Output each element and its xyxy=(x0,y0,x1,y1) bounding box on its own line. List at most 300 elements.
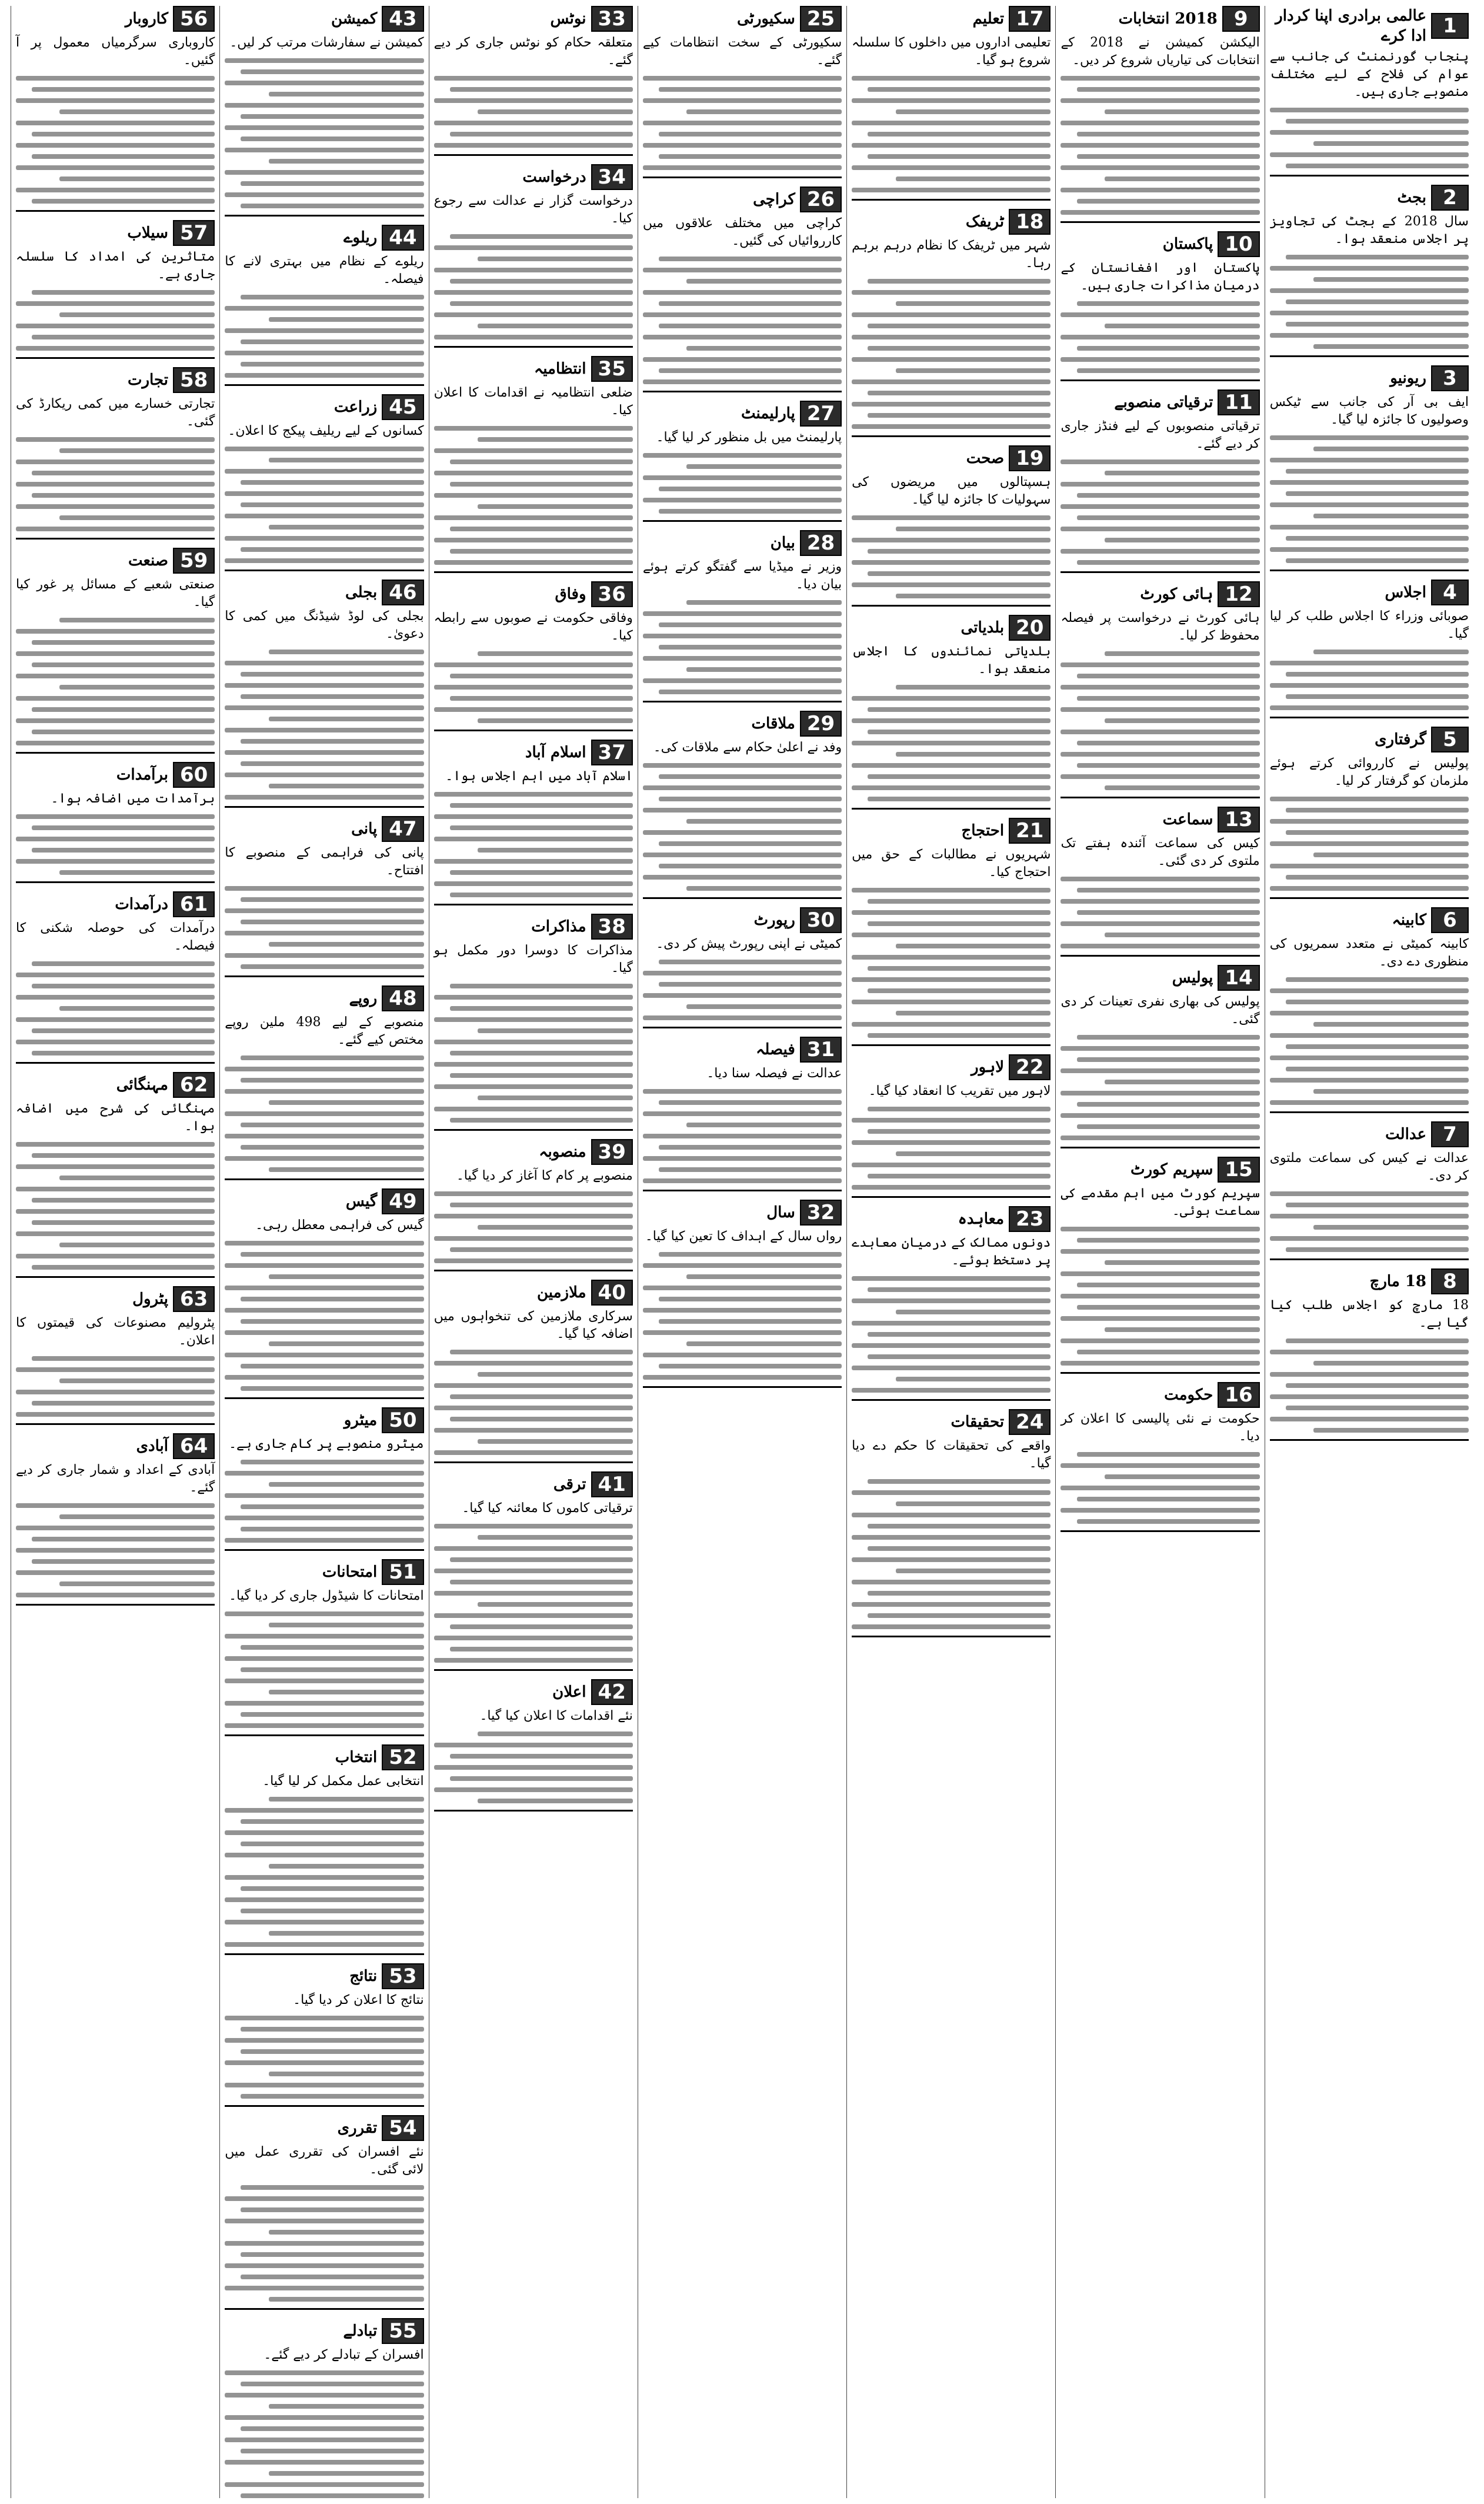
text-line-decor xyxy=(868,1524,1051,1529)
text-line-decor xyxy=(1270,130,1469,135)
text-line-decor xyxy=(1061,1227,1259,1231)
news-item-header xyxy=(852,1206,1051,1232)
text-line-decor xyxy=(32,640,215,645)
item-number-badge: 49 xyxy=(382,1188,423,1214)
text-line-decor xyxy=(852,290,1051,295)
text-line-decor xyxy=(450,674,633,678)
text-line-decor xyxy=(225,886,423,891)
news-column xyxy=(846,6,1055,2498)
text-line-decor xyxy=(450,825,633,830)
text-line-decor xyxy=(225,1808,423,1813)
item-headline: کراچی xyxy=(753,191,795,208)
text-line-decor xyxy=(868,707,1051,712)
text-line-decor xyxy=(1286,1000,1469,1004)
text-line-decor xyxy=(434,1591,633,1596)
item-number-badge: 30 xyxy=(800,907,842,933)
text-line-decor xyxy=(1061,98,1259,103)
text-line-decor xyxy=(434,1524,633,1529)
news-item-header xyxy=(852,445,1051,471)
text-line-decor xyxy=(241,2027,423,2032)
news-item xyxy=(852,818,1051,1046)
text-line-decor xyxy=(1077,1519,1260,1524)
text-line-decor xyxy=(241,502,423,507)
text-line-decor xyxy=(241,339,423,344)
news-item-header xyxy=(1061,389,1259,415)
text-line-decor xyxy=(1077,696,1260,701)
item-divider xyxy=(225,2308,423,2310)
text-line-decor xyxy=(450,1073,633,1078)
news-item-header xyxy=(852,818,1051,844)
text-line-decor xyxy=(478,109,633,114)
text-line-decor xyxy=(241,1145,423,1150)
text-line-decor xyxy=(434,493,633,498)
text-line-decor xyxy=(32,1401,215,1406)
text-line-decor xyxy=(1313,277,1469,282)
news-item xyxy=(225,6,423,217)
text-line-decor xyxy=(241,1252,423,1257)
text-line-decor xyxy=(643,453,842,458)
text-line-decor xyxy=(1061,1486,1259,1490)
text-line-decor xyxy=(59,177,215,181)
text-line-decor xyxy=(32,1153,215,1158)
text-line-decor xyxy=(434,426,633,431)
news-item xyxy=(1270,1121,1469,1260)
text-line-decor xyxy=(450,482,633,487)
news-item xyxy=(1270,365,1469,571)
news-item xyxy=(1061,807,1259,957)
text-line-decor xyxy=(1313,1428,1469,1433)
text-line-decor xyxy=(16,629,215,634)
text-line-decor xyxy=(1270,480,1469,485)
news-item-header xyxy=(225,1559,423,1585)
news-item xyxy=(16,548,215,754)
text-line-decor xyxy=(269,2404,424,2409)
item-number-badge: 46 xyxy=(382,580,423,605)
text-line-decor xyxy=(225,1353,423,1357)
text-line-decor xyxy=(225,1156,423,1161)
item-number-badge: 64 xyxy=(173,1433,215,1459)
text-line-decor xyxy=(1270,333,1469,338)
item-headline: سماعت xyxy=(1162,811,1213,828)
text-line-decor xyxy=(686,819,842,824)
text-line-decor xyxy=(1061,730,1259,734)
item-body-text: نئے اقدامات کا اعلان کیا گیا۔ xyxy=(479,1709,633,1723)
text-line-decor xyxy=(225,705,423,710)
text-line-decor xyxy=(659,1364,842,1368)
item-headline: سپریم کورٹ xyxy=(1130,1161,1213,1178)
item-divider xyxy=(1270,897,1469,899)
text-line-decor xyxy=(434,335,633,339)
text-line-decor xyxy=(434,1214,633,1218)
text-line-decor xyxy=(659,301,842,306)
text-line-decor xyxy=(852,1557,1051,1562)
text-line-decor xyxy=(868,571,1051,576)
text-line-decor xyxy=(659,1319,842,1324)
item-number-badge: 32 xyxy=(800,1200,842,1226)
text-line-decor xyxy=(852,515,1051,520)
text-line-decor xyxy=(434,471,633,475)
item-headline: بجٹ xyxy=(1397,189,1426,207)
news-item xyxy=(852,1206,1051,1401)
text-line-decor xyxy=(1077,888,1260,893)
item-headline: آبادی xyxy=(136,1437,168,1455)
item-number-badge: 15 xyxy=(1218,1157,1259,1183)
text-line-decor xyxy=(241,1819,423,1824)
item-headline: لاہور xyxy=(971,1058,1005,1076)
text-line-decor xyxy=(1270,458,1469,462)
item-body-text: سپریم کورٹ میں اہم مقدمے کی سماعت ہوئی۔ xyxy=(1061,1186,1260,1218)
news-item-header xyxy=(643,187,842,212)
text-line-decor xyxy=(659,487,842,491)
text-line-decor xyxy=(852,1366,1051,1370)
item-divider xyxy=(643,1027,842,1028)
text-line-decor xyxy=(852,188,1051,192)
text-line-decor xyxy=(1077,1102,1260,1107)
news-item-header xyxy=(1061,1382,1259,1408)
text-line-decor xyxy=(434,1236,633,1241)
text-line-decor xyxy=(434,1613,633,1618)
news-item xyxy=(16,762,215,883)
text-line-decor xyxy=(241,1645,423,1650)
news-item xyxy=(16,1286,215,1425)
text-line-decor xyxy=(450,870,633,875)
text-line-decor xyxy=(450,893,633,897)
text-line-decor xyxy=(269,1931,424,1936)
text-line-decor xyxy=(1313,650,1469,654)
item-divider xyxy=(852,435,1051,437)
text-line-decor xyxy=(434,1107,633,1111)
text-line-decor xyxy=(32,1537,215,1541)
item-headline: اعلان xyxy=(552,1683,586,1701)
text-line-decor xyxy=(643,1178,842,1183)
news-item-header xyxy=(1270,365,1469,391)
item-body-text: لاہور میں تقریب کا انعقاد کیا گیا۔ xyxy=(868,1084,1051,1098)
item-headline: پانی xyxy=(351,820,378,838)
text-line-decor xyxy=(478,1225,633,1230)
text-line-decor xyxy=(1270,1191,1469,1196)
text-line-decor xyxy=(225,2083,423,2087)
text-line-decor xyxy=(1061,121,1259,125)
text-line-decor xyxy=(1313,1022,1469,1027)
item-number-badge: 2 xyxy=(1431,185,1469,211)
text-line-decor xyxy=(269,717,424,721)
news-item xyxy=(434,1471,633,1671)
text-line-decor xyxy=(1061,1249,1259,1254)
news-item-header xyxy=(16,6,215,32)
news-item-header xyxy=(225,985,423,1011)
text-line-decor xyxy=(1286,875,1469,880)
text-line-decor xyxy=(868,391,1051,395)
text-line-decor xyxy=(643,763,842,768)
news-item xyxy=(643,6,842,178)
text-line-decor xyxy=(478,1028,633,1033)
text-line-decor xyxy=(434,312,633,317)
text-line-decor xyxy=(16,1390,215,1394)
item-body-text: آبادی کے اعداد و شمار جاری کر دیے گئے۔ xyxy=(16,1463,215,1495)
item-headline: اجلاس xyxy=(1385,584,1426,601)
text-line-decor xyxy=(450,1051,633,1055)
news-item-header xyxy=(1270,580,1469,605)
text-line-decor xyxy=(896,944,1051,948)
item-body-text: شہر میں ٹریفک کا نظام درہم برہم رہا۔ xyxy=(852,238,1051,271)
item-divider xyxy=(434,1461,633,1463)
text-line-decor xyxy=(1286,322,1469,327)
text-line-decor xyxy=(896,527,1051,531)
text-line-decor xyxy=(1270,1100,1469,1105)
text-line-decor xyxy=(659,645,842,650)
item-number-badge: 11 xyxy=(1218,389,1259,415)
item-number-badge: 33 xyxy=(591,6,633,32)
text-line-decor xyxy=(478,1535,633,1540)
text-line-decor xyxy=(1270,988,1469,993)
text-line-decor xyxy=(643,165,842,170)
text-line-decor xyxy=(1270,311,1469,315)
news-item-header xyxy=(1061,231,1259,257)
text-line-decor xyxy=(269,1167,424,1172)
text-line-decor xyxy=(225,2393,423,2398)
text-line-decor xyxy=(225,1701,423,1706)
text-line-decor xyxy=(225,2415,423,2420)
text-line-decor xyxy=(852,1388,1051,1393)
text-line-decor xyxy=(434,1743,633,1747)
text-line-decor xyxy=(1105,1260,1260,1265)
news-item-header xyxy=(225,1407,423,1433)
text-line-decor xyxy=(241,1842,423,1846)
text-line-decor xyxy=(434,1258,633,1263)
text-line-decor xyxy=(59,448,215,453)
text-line-decor xyxy=(643,785,842,790)
text-line-decor xyxy=(59,1006,215,1011)
item-body-text: امتحانات کا شیڈول جاری کر دیا گیا۔ xyxy=(229,1589,424,1603)
text-line-decor xyxy=(643,98,842,103)
text-line-decor xyxy=(434,1084,633,1089)
text-line-decor xyxy=(1061,1091,1259,1096)
item-number-badge: 31 xyxy=(800,1037,842,1063)
text-line-decor xyxy=(868,1332,1051,1337)
text-line-decor xyxy=(686,346,842,351)
text-line-decor xyxy=(450,132,633,136)
text-line-decor xyxy=(241,761,423,766)
text-line-decor xyxy=(686,600,842,605)
news-item xyxy=(225,2115,423,2310)
news-item xyxy=(225,1963,423,2107)
item-headline: مہنگائی xyxy=(116,1076,168,1094)
text-line-decor xyxy=(1286,536,1469,541)
news-item-header xyxy=(434,581,633,607)
text-line-decor xyxy=(434,814,633,819)
item-number-badge: 34 xyxy=(591,164,633,190)
text-line-decor xyxy=(1270,288,1469,293)
text-line-decor xyxy=(868,1287,1051,1292)
item-headline: سکیورٹی xyxy=(736,10,795,28)
item-headline: ملاقات xyxy=(751,715,795,732)
text-line-decor xyxy=(225,1942,423,1947)
text-line-decor xyxy=(16,188,215,192)
text-line-decor xyxy=(478,324,633,328)
text-line-decor xyxy=(1061,1316,1259,1321)
item-headline: گیس xyxy=(345,1193,378,1210)
text-line-decor xyxy=(225,2263,423,2268)
item-headline: انتظامیہ xyxy=(533,360,586,378)
item-divider xyxy=(852,199,1051,201)
news-item xyxy=(643,530,842,702)
text-line-decor xyxy=(1077,199,1260,204)
text-line-decor xyxy=(16,995,215,1000)
text-line-decor xyxy=(852,1490,1051,1495)
item-number-badge: 6 xyxy=(1431,907,1469,933)
text-line-decor xyxy=(478,718,633,723)
text-line-decor xyxy=(16,1526,215,1530)
text-line-decor xyxy=(434,538,633,542)
text-line-decor xyxy=(59,618,215,622)
text-line-decor xyxy=(852,977,1051,982)
text-line-decor xyxy=(434,1636,633,1640)
news-item xyxy=(1061,231,1259,381)
text-line-decor xyxy=(434,560,633,565)
item-number-badge: 25 xyxy=(800,6,842,32)
text-line-decor xyxy=(643,1089,842,1094)
newspaper-page xyxy=(11,6,1473,2498)
text-line-decor xyxy=(868,1174,1051,1178)
text-line-decor xyxy=(225,148,423,152)
item-body-text: کسانوں کے لیے ریلیف پیکج کا اعلان۔ xyxy=(228,424,424,438)
text-line-decor xyxy=(225,2241,423,2246)
text-line-decor xyxy=(643,335,842,339)
item-divider xyxy=(16,1604,215,1606)
text-line-decor xyxy=(852,379,1051,384)
text-line-decor xyxy=(16,1017,215,1022)
item-number-badge: 38 xyxy=(591,914,633,940)
item-divider xyxy=(643,897,842,899)
text-line-decor xyxy=(225,1656,423,1661)
text-line-decor xyxy=(868,87,1051,92)
item-headline: تبادلے xyxy=(343,2322,378,2340)
news-item xyxy=(1061,965,1259,1148)
item-divider xyxy=(434,1669,633,1671)
news-item xyxy=(434,164,633,348)
news-item-header xyxy=(225,2318,423,2344)
text-line-decor xyxy=(896,177,1051,181)
item-number-badge: 48 xyxy=(382,985,423,1011)
item-divider xyxy=(1061,797,1259,798)
text-line-decor xyxy=(16,718,215,723)
text-line-decor xyxy=(1313,1225,1469,1230)
text-line-decor xyxy=(659,1145,842,1150)
news-item-header xyxy=(852,6,1051,32)
item-body-text: ریلوے کے نظام میں بہتری لانے کا فیصلہ۔ xyxy=(225,254,424,287)
item-headline: امتحانات xyxy=(322,1563,378,1581)
text-line-decor xyxy=(686,667,842,672)
text-line-decor xyxy=(1286,1067,1469,1071)
item-number-badge: 53 xyxy=(382,1963,423,1989)
text-line-decor xyxy=(225,1634,423,1639)
text-line-decor xyxy=(1286,1406,1469,1410)
news-item-header xyxy=(643,907,842,933)
item-divider xyxy=(852,1636,1051,1637)
text-line-decor xyxy=(434,1017,633,1022)
item-body-text: کیس کی سماعت آئندہ ہفتے تک ملتوی کر دی گئی۔ xyxy=(1061,836,1260,868)
item-number-badge: 57 xyxy=(173,220,215,246)
text-line-decor xyxy=(1061,357,1259,362)
text-line-decor xyxy=(1077,515,1260,520)
text-line-decor xyxy=(225,683,423,688)
news-item-header xyxy=(225,1963,423,1989)
text-line-decor xyxy=(32,471,215,475)
text-line-decor xyxy=(269,1482,424,1487)
news-item xyxy=(643,1200,842,1388)
item-number-badge: 63 xyxy=(173,1286,215,1312)
text-line-decor xyxy=(852,538,1051,542)
news-item xyxy=(852,445,1051,607)
text-line-decor xyxy=(852,1185,1051,1190)
item-body-text: دونوں ممالک کے درمیان معاہدے پر دستخط ہوئے۔ xyxy=(852,1236,1051,1268)
news-item-header xyxy=(16,367,215,393)
item-divider xyxy=(16,752,215,754)
news-item xyxy=(16,220,215,359)
text-line-decor xyxy=(1061,165,1259,170)
text-line-decor xyxy=(225,491,423,496)
item-divider xyxy=(434,730,633,731)
item-headline: ترقی xyxy=(553,1476,586,1493)
text-line-decor xyxy=(450,1350,633,1354)
item-body-text: کمیشن نے سفارشات مرتب کر لیں۔ xyxy=(229,35,424,50)
item-divider xyxy=(434,1810,633,1812)
text-line-decor xyxy=(434,1765,633,1770)
text-line-decor xyxy=(659,132,842,136)
item-body-text: برآمدات میں اضافہ ہوا۔ xyxy=(51,791,215,806)
news-item xyxy=(1061,389,1259,573)
text-line-decor xyxy=(643,290,842,295)
text-line-decor xyxy=(225,1679,423,1683)
news-item xyxy=(225,225,423,386)
text-line-decor xyxy=(852,1580,1051,1584)
news-item-header xyxy=(643,401,842,427)
text-line-decor xyxy=(659,864,842,868)
item-divider xyxy=(434,154,633,156)
item-body-text: پنجاب گورنمنٹ کی جانب سے عوام کی فلاح کے لیے مختلف منصوبے جاری ہیں۔ xyxy=(1269,49,1469,99)
text-line-decor xyxy=(16,859,215,864)
text-line-decor xyxy=(434,1062,633,1067)
text-line-decor xyxy=(16,1503,215,1508)
text-line-decor xyxy=(1061,877,1259,881)
text-line-decor xyxy=(16,1142,215,1147)
item-divider xyxy=(1061,955,1259,957)
text-line-decor xyxy=(659,324,842,328)
news-item-header xyxy=(16,891,215,917)
text-line-decor xyxy=(1286,1383,1469,1388)
text-line-decor xyxy=(450,1776,633,1781)
text-line-decor xyxy=(852,1298,1051,1303)
text-line-decor xyxy=(643,312,842,317)
text-line-decor xyxy=(1286,255,1469,259)
news-item xyxy=(1270,185,1469,357)
text-line-decor xyxy=(868,279,1051,284)
item-number-badge: 19 xyxy=(1009,445,1051,471)
news-item xyxy=(16,891,215,1064)
text-line-decor xyxy=(643,357,842,362)
text-line-decor xyxy=(434,290,633,295)
item-number-badge: 22 xyxy=(1009,1054,1051,1080)
news-item xyxy=(1061,581,1259,798)
text-line-decor xyxy=(225,661,423,665)
text-line-decor xyxy=(1286,830,1469,835)
text-line-decor xyxy=(269,458,424,462)
text-line-decor xyxy=(643,143,842,148)
text-line-decor xyxy=(450,527,633,531)
text-line-decor xyxy=(450,459,633,464)
item-number-badge: 47 xyxy=(382,816,423,842)
item-body-text: درآمدات کی حوصلہ شکنی کا فیصلہ۔ xyxy=(16,921,215,953)
